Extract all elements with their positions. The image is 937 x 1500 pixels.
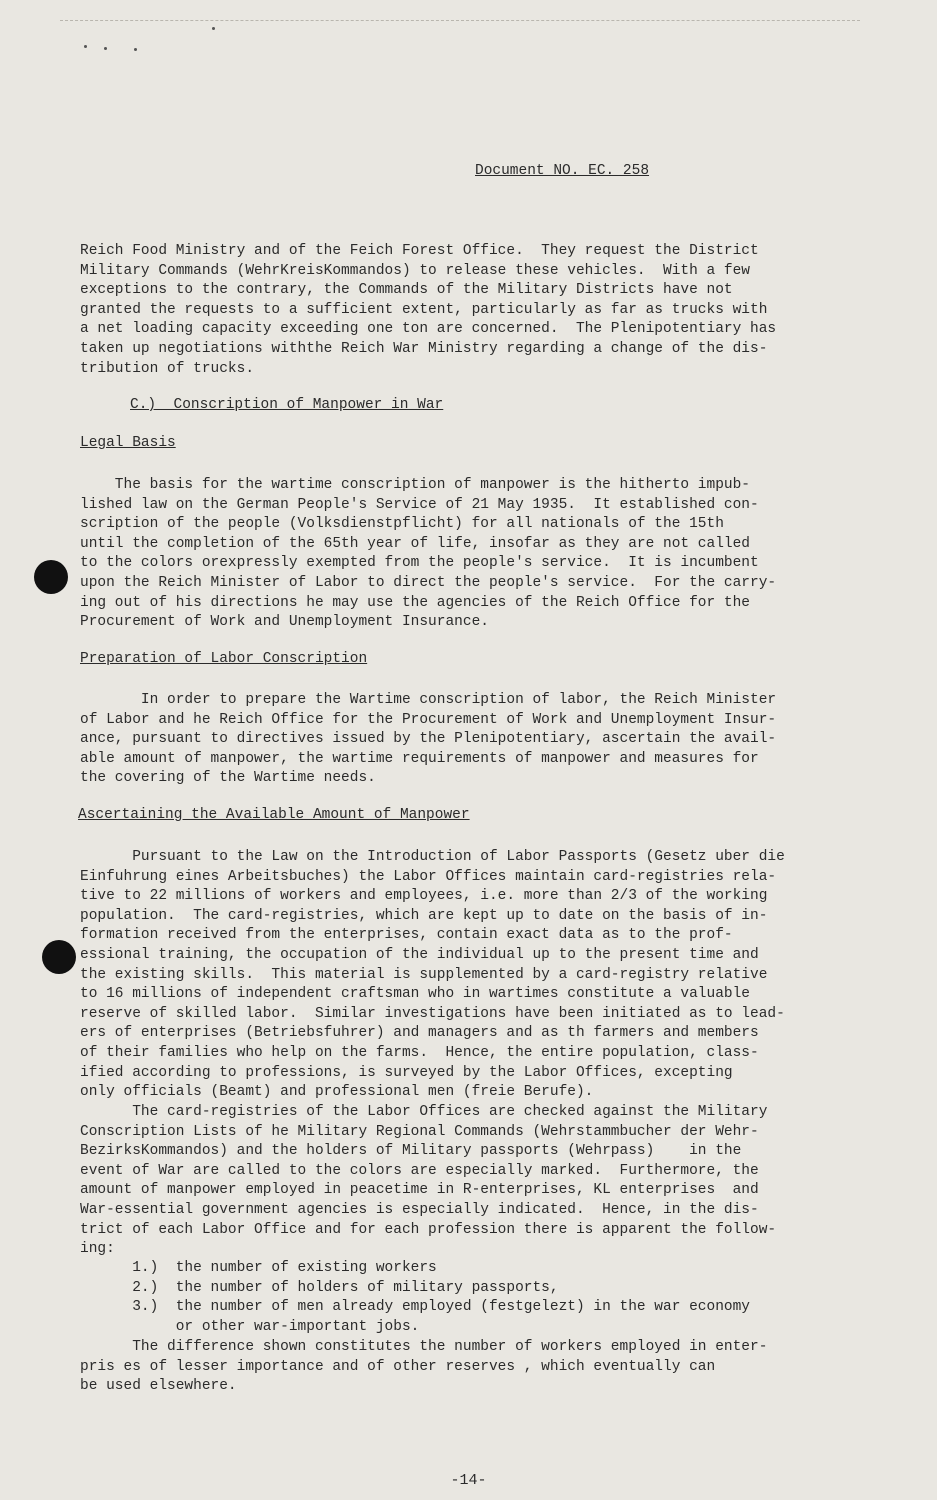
text-line: only officials (Beamt) and professional men (freie Berufe).	[80, 1084, 594, 1101]
text-line: ing:	[80, 1241, 115, 1258]
text-line: Einfuhrung eines Arbeitsbuches) the Labor Offices maintain card-registries rela-	[80, 868, 777, 885]
text-line: Pursuant to the Law on the Introduction of Labor Passports (Gesetz uber die	[80, 849, 785, 865]
punch-hole	[34, 560, 68, 594]
text-line: taken up negotiations withthe Reich War Ministry regarding a change of the dis-	[80, 340, 768, 357]
top-edge-line	[60, 20, 860, 21]
text-line: tive to 22 millions of workers and employees, i.e. more than 2/3 of the working	[80, 888, 768, 905]
text-line: BezirksKommandos) and the holders of Military passports (Wehrpass) in the	[80, 1143, 742, 1160]
text-line: reserve of skilled labor. Similar investigations have been initiated as to lead-	[80, 1005, 785, 1022]
text-line: War-essential government agencies is especially indicated. Hence, in the dis-	[80, 1201, 759, 1218]
text-line: Conscription Lists of he Military Regional Commands (Wehrstammbucher der Wehr-	[80, 1123, 759, 1140]
text-line: granted the requests to a sufficient extent, particularly as far as trucks with	[80, 301, 768, 318]
intro-paragraph	[80, 242, 870, 379]
list-item: 3.) the number of men already employed (festgelezt) in the war economy	[80, 1299, 751, 1316]
text-line: upon the Reich Minister of Labor to direct the people's service. For the carry-	[80, 574, 777, 591]
text-line: the covering of the Wartime needs.	[80, 770, 376, 787]
text-line: be used elsewhere.	[80, 1378, 237, 1395]
legal-basis-heading: Legal Basis	[80, 435, 176, 451]
text-line: Military Commands (WehrKreisKommandos) to release these vehicles. With a few	[80, 262, 751, 279]
text-line: Procurement of Work and Unemployment Insurance.	[80, 614, 489, 631]
text-line: lished law on the German People's Service of 21 May 1935. It established con-	[80, 496, 759, 513]
text-line: able amount of manpower, the wartime requirements of manpower and measures for	[80, 750, 759, 767]
text-line: Reich Food Ministry and of the Feich Forest Office. They request the District	[80, 243, 759, 259]
text-line: ing out of his directions he may use the agencies of the Reich Office for the	[80, 594, 751, 611]
list-item: 1.) the number of existing workers	[80, 1260, 437, 1276]
card-registries-paragraph	[80, 1103, 870, 1260]
page-number: -14-	[450, 1472, 487, 1489]
text-line: scription of the people (Volksdienstpflicht) for all nationals of the 15th	[80, 516, 724, 533]
ink-speck	[84, 45, 87, 48]
preparation-paragraph	[80, 691, 870, 789]
text-line: The difference shown constitutes the number of workers employed in enter-	[80, 1339, 768, 1355]
text-line: a net loading capacity exceeding one ton are concerned. The Plenipotentiary has	[80, 321, 777, 338]
legal-basis-paragraph	[80, 476, 870, 633]
text-line: tribution of trucks.	[80, 360, 255, 377]
text-line: exceptions to the contrary, the Commands of the Military Districts have not	[80, 282, 733, 299]
text-line: ance, pursuant to directives issued by the Plenipotentiary, ascertain the avail-	[80, 731, 777, 748]
list-item: or other war-important jobs.	[80, 1318, 420, 1335]
text-line: In order to prepare the Wartime conscription of labor, the Reich Minister	[80, 692, 777, 708]
ink-speck	[212, 27, 215, 30]
punch-hole	[42, 940, 76, 974]
text-line: population. The card-registries, which are kept up to date on the basis of in-	[80, 907, 768, 924]
text-line: The card-registries of the Labor Offices are checked against the Military	[80, 1104, 768, 1120]
ink-speck	[134, 48, 137, 51]
ascertaining-paragraph	[80, 848, 870, 1103]
text-line: trict of each Labor Office and for each profession there is apparent the follow-	[80, 1221, 777, 1238]
text-line: ers of enterprises (Betriebsfuhrer) and managers and as th farmers and members	[80, 1025, 759, 1042]
text-line: of Labor and he Reich Office for the Procurement of Work and Unemployment Insur-	[80, 711, 777, 728]
ascertaining-heading: Ascertaining the Available Amount of Manpower	[78, 807, 470, 823]
text-line: to the colors orexpressly exempted from the people's service. It is incumbent	[80, 555, 759, 572]
ink-speck	[104, 47, 107, 50]
text-line: pris es of lesser importance and of other reserves , which eventually can	[80, 1358, 716, 1375]
text-line: until the completion of the 65th year of life, insofar as they are not called	[80, 535, 751, 552]
text-line: The basis for the wartime conscription of manpower is the hitherto impub-	[80, 477, 751, 493]
text-line: event of War are called to the colors are especially marked. Furthermore, the	[80, 1162, 759, 1179]
text-line: of their families who help on the farms. Hence, the entire population, class-	[80, 1044, 759, 1061]
document-number: Document NO. EC. 258	[475, 163, 650, 179]
text-line: the existing skills. This material is supplemented by a card-registry relative	[80, 966, 768, 983]
text-line: ified according to professions, is surveyed by the Labor Offices, excepting	[80, 1064, 733, 1081]
text-line: essional training, the occupation of the individual up to the present time and	[80, 946, 759, 963]
text-line: amount of manpower employed in peacetime in R-enterprises, KL enterprises and	[80, 1182, 759, 1199]
text-line: to 16 millions of independent craftsman who in wartimes constitute a valuable	[80, 986, 751, 1003]
list-item: 2.) the number of holders of military passports,	[80, 1279, 559, 1296]
section-c-heading: C.) Conscription of Manpower in War	[130, 397, 444, 413]
numbered-list	[80, 1259, 870, 1337]
difference-paragraph	[80, 1338, 870, 1397]
text-line: formation received from the enterprises, contain exact data as to the prof-	[80, 927, 733, 944]
preparation-heading: Preparation of Labor Conscription	[80, 651, 368, 667]
